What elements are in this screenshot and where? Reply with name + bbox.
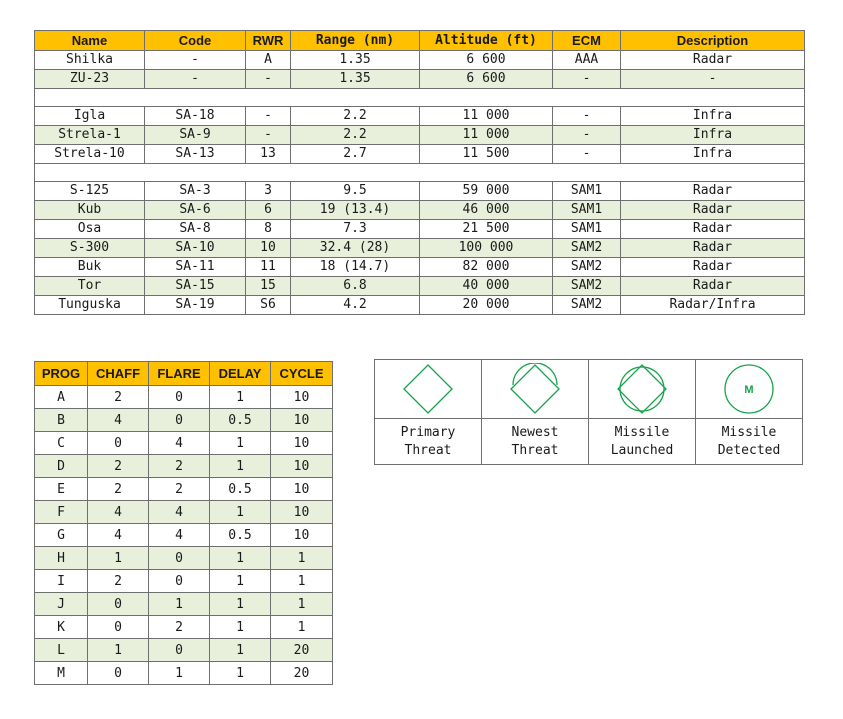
cell-code: SA-13 bbox=[145, 145, 246, 164]
table-row bbox=[35, 616, 333, 639]
cell-code: SA-10 bbox=[145, 239, 246, 258]
program-header-row bbox=[35, 362, 333, 386]
cell-rwr: 15 bbox=[246, 277, 291, 296]
cell-rwr: 13 bbox=[246, 145, 291, 164]
table-row bbox=[35, 593, 333, 616]
cell-prog: B bbox=[35, 409, 88, 432]
cell-range: 32.4 (28) bbox=[291, 239, 420, 258]
cell-description: Infra bbox=[621, 145, 805, 164]
cell-description: Radar bbox=[621, 239, 805, 258]
cell-cycle: 10 bbox=[271, 501, 333, 524]
cell-ecm: SAM2 bbox=[553, 277, 621, 296]
legend-label-line2: Launched bbox=[610, 442, 674, 458]
m-letter: M bbox=[744, 384, 754, 396]
header-cycle: CYCLE bbox=[271, 362, 333, 386]
cell-range: 9.5 bbox=[291, 182, 420, 201]
cell-code: SA-6 bbox=[145, 201, 246, 220]
table-row bbox=[35, 51, 805, 70]
cell-description: Infra bbox=[621, 126, 805, 145]
legend-label-line1: Missile bbox=[721, 424, 777, 440]
cell-delay: 1 bbox=[210, 639, 271, 662]
cell-name: Kub bbox=[35, 201, 145, 220]
cell-altitude: 11 000 bbox=[420, 126, 553, 145]
cell-prog: C bbox=[35, 432, 88, 455]
cell-chaff: 4 bbox=[88, 524, 149, 547]
cell-name: S-125 bbox=[35, 182, 145, 201]
cell-flare: 0 bbox=[149, 570, 210, 593]
threat-symbol-legend bbox=[374, 359, 803, 465]
cell-flare: 4 bbox=[149, 432, 210, 455]
table-row bbox=[35, 220, 805, 239]
group-separator bbox=[35, 164, 805, 182]
table-row bbox=[35, 455, 333, 478]
cell-chaff: 0 bbox=[88, 662, 149, 685]
cell-flare: 4 bbox=[149, 501, 210, 524]
table-row bbox=[35, 432, 333, 455]
cell-altitude: 46 000 bbox=[420, 201, 553, 220]
cell-prog: K bbox=[35, 616, 88, 639]
table-row bbox=[35, 258, 805, 277]
legend-missile-launched bbox=[589, 360, 696, 464]
table-row bbox=[35, 501, 333, 524]
cell-name: Osa bbox=[35, 220, 145, 239]
cell-chaff: 0 bbox=[88, 432, 149, 455]
cell-ecm: - bbox=[553, 107, 621, 126]
cell-ecm: - bbox=[553, 145, 621, 164]
cell-cycle: 10 bbox=[271, 478, 333, 501]
cell-range: 2.2 bbox=[291, 107, 420, 126]
cell-range: 2.2 bbox=[291, 126, 420, 145]
table-row bbox=[35, 201, 805, 220]
cell-ecm: SAM2 bbox=[553, 296, 621, 315]
legend-label-line2: Threat bbox=[404, 442, 452, 458]
cell-name: Tunguska bbox=[35, 296, 145, 315]
cell-prog: D bbox=[35, 455, 88, 478]
cell-altitude: 21 500 bbox=[420, 220, 553, 239]
cell-chaff: 1 bbox=[88, 639, 149, 662]
table-row bbox=[35, 296, 805, 315]
cell-delay: 1 bbox=[210, 386, 271, 409]
header-delay: DELAY bbox=[210, 362, 271, 386]
header-altitude: Altitude (ft) bbox=[420, 31, 553, 51]
cell-delay: 1 bbox=[210, 662, 271, 685]
cell-flare: 4 bbox=[149, 524, 210, 547]
cell-cycle: 10 bbox=[271, 524, 333, 547]
cell-flare: 0 bbox=[149, 409, 210, 432]
threat-header-row bbox=[35, 31, 805, 51]
cell-delay: 1 bbox=[210, 455, 271, 478]
cell-prog: G bbox=[35, 524, 88, 547]
cell-range: 6.8 bbox=[291, 277, 420, 296]
cell-range: 1.35 bbox=[291, 70, 420, 89]
header-prog: PROG bbox=[35, 362, 88, 386]
cell-cycle: 1 bbox=[271, 547, 333, 570]
cell-cycle: 20 bbox=[271, 639, 333, 662]
cell-flare: 1 bbox=[149, 662, 210, 685]
cell-prog: F bbox=[35, 501, 88, 524]
cell-name: Shilka bbox=[35, 51, 145, 70]
threat-table bbox=[34, 30, 805, 315]
cell-range: 18 (14.7) bbox=[291, 258, 420, 277]
cell-description: Infra bbox=[621, 107, 805, 126]
cell-rwr: A bbox=[246, 51, 291, 70]
table-row bbox=[35, 145, 805, 164]
m-circle-icon bbox=[723, 363, 775, 415]
legend-missile-detected bbox=[696, 360, 802, 464]
cell-altitude: 11 500 bbox=[420, 145, 553, 164]
table-row bbox=[35, 70, 805, 89]
cell-prog: H bbox=[35, 547, 88, 570]
cell-code: SA-9 bbox=[145, 126, 246, 145]
cell-code: SA-11 bbox=[145, 258, 246, 277]
cell-rwr: 8 bbox=[246, 220, 291, 239]
header-flare: FLARE bbox=[149, 362, 210, 386]
cell-delay: 0.5 bbox=[210, 409, 271, 432]
cell-ecm: SAM2 bbox=[553, 239, 621, 258]
table-row bbox=[35, 662, 333, 685]
header-chaff: CHAFF bbox=[88, 362, 149, 386]
cell-description: Radar/Infra bbox=[621, 296, 805, 315]
cell-cycle: 1 bbox=[271, 616, 333, 639]
diamond-in-circle-icon bbox=[509, 363, 561, 415]
group-separator-row bbox=[35, 89, 805, 107]
header-range: Range (nm) bbox=[291, 31, 420, 51]
group-separator bbox=[35, 89, 805, 107]
cell-delay: 0.5 bbox=[210, 524, 271, 547]
cell-code: - bbox=[145, 70, 246, 89]
cell-code: SA-18 bbox=[145, 107, 246, 126]
cell-prog: M bbox=[35, 662, 88, 685]
cell-name: ZU-23 bbox=[35, 70, 145, 89]
cell-description: Radar bbox=[621, 51, 805, 70]
cell-delay: 1 bbox=[210, 570, 271, 593]
cell-prog: E bbox=[35, 478, 88, 501]
legend-label-line1: Newest bbox=[511, 424, 559, 440]
cell-prog: J bbox=[35, 593, 88, 616]
cell-prog: I bbox=[35, 570, 88, 593]
cell-rwr: 6 bbox=[246, 201, 291, 220]
cell-cycle: 1 bbox=[271, 593, 333, 616]
header-description: Description bbox=[621, 31, 805, 51]
cell-flare: 2 bbox=[149, 455, 210, 478]
header-ecm: ECM bbox=[553, 31, 621, 51]
cell-chaff: 2 bbox=[88, 570, 149, 593]
group-separator-row bbox=[35, 164, 805, 182]
cell-cycle: 1 bbox=[271, 570, 333, 593]
cell-code: SA-15 bbox=[145, 277, 246, 296]
table-row bbox=[35, 409, 333, 432]
cell-chaff: 0 bbox=[88, 593, 149, 616]
cell-ecm: - bbox=[553, 70, 621, 89]
cell-code: SA-8 bbox=[145, 220, 246, 239]
cell-code: SA-3 bbox=[145, 182, 246, 201]
table-row bbox=[35, 386, 333, 409]
cell-name: Strela-1 bbox=[35, 126, 145, 145]
cell-rwr: 3 bbox=[246, 182, 291, 201]
cell-description: Radar bbox=[621, 258, 805, 277]
cell-code: SA-19 bbox=[145, 296, 246, 315]
cell-delay: 1 bbox=[210, 616, 271, 639]
cell-ecm: AAA bbox=[553, 51, 621, 70]
cell-cycle: 20 bbox=[271, 662, 333, 685]
cell-ecm: - bbox=[553, 126, 621, 145]
cell-delay: 0.5 bbox=[210, 478, 271, 501]
cell-name: Strela-10 bbox=[35, 145, 145, 164]
cell-prog: L bbox=[35, 639, 88, 662]
cell-chaff: 2 bbox=[88, 386, 149, 409]
cell-flare: 2 bbox=[149, 478, 210, 501]
header-code: Code bbox=[145, 31, 246, 51]
cell-rwr: - bbox=[246, 70, 291, 89]
cell-code: - bbox=[145, 51, 246, 70]
cell-chaff: 2 bbox=[88, 478, 149, 501]
table-row bbox=[35, 478, 333, 501]
cell-rwr: - bbox=[246, 126, 291, 145]
cell-range: 2.7 bbox=[291, 145, 420, 164]
cell-flare: 0 bbox=[149, 639, 210, 662]
cell-flare: 0 bbox=[149, 547, 210, 570]
table-row bbox=[35, 570, 333, 593]
cell-rwr: 10 bbox=[246, 239, 291, 258]
cell-ecm: SAM1 bbox=[553, 182, 621, 201]
cell-altitude: 40 000 bbox=[420, 277, 553, 296]
cell-description: - bbox=[621, 70, 805, 89]
table-row bbox=[35, 107, 805, 126]
cell-description: Radar bbox=[621, 201, 805, 220]
table-row bbox=[35, 126, 805, 145]
cell-delay: 1 bbox=[210, 593, 271, 616]
cell-range: 1.35 bbox=[291, 51, 420, 70]
legend-primary-threat bbox=[375, 360, 482, 464]
legend-label-line1: Missile bbox=[614, 424, 670, 440]
table-row bbox=[35, 239, 805, 258]
diamond-icon bbox=[402, 363, 454, 415]
cell-delay: 1 bbox=[210, 432, 271, 455]
cell-altitude: 6 600 bbox=[420, 70, 553, 89]
header-name: Name bbox=[35, 31, 145, 51]
legend-label-line1: Primary bbox=[400, 424, 456, 440]
table-row bbox=[35, 524, 333, 547]
circle-diamond-icon bbox=[616, 363, 668, 415]
cell-prog: A bbox=[35, 386, 88, 409]
cell-altitude: 82 000 bbox=[420, 258, 553, 277]
cell-cycle: 10 bbox=[271, 386, 333, 409]
cell-cycle: 10 bbox=[271, 455, 333, 478]
cell-altitude: 6 600 bbox=[420, 51, 553, 70]
cell-ecm: SAM1 bbox=[553, 201, 621, 220]
cell-flare: 0 bbox=[149, 386, 210, 409]
cell-altitude: 20 000 bbox=[420, 296, 553, 315]
table-row bbox=[35, 182, 805, 201]
cell-altitude: 100 000 bbox=[420, 239, 553, 258]
cell-cycle: 10 bbox=[271, 432, 333, 455]
cell-name: Tor bbox=[35, 277, 145, 296]
legend-label-line2: Detected bbox=[717, 442, 781, 458]
header-rwr: RWR bbox=[246, 31, 291, 51]
table-row bbox=[35, 639, 333, 662]
cell-rwr: S6 bbox=[246, 296, 291, 315]
cell-name: S-300 bbox=[35, 239, 145, 258]
cell-altitude: 59 000 bbox=[420, 182, 553, 201]
cell-flare: 2 bbox=[149, 616, 210, 639]
cell-range: 19 (13.4) bbox=[291, 201, 420, 220]
cell-chaff: 2 bbox=[88, 455, 149, 478]
program-table bbox=[34, 361, 333, 685]
cell-range: 7.3 bbox=[291, 220, 420, 239]
cell-delay: 1 bbox=[210, 501, 271, 524]
cell-flare: 1 bbox=[149, 593, 210, 616]
cell-description: Radar bbox=[621, 277, 805, 296]
cell-altitude: 11 000 bbox=[420, 107, 553, 126]
table-row bbox=[35, 547, 333, 570]
table-row bbox=[35, 277, 805, 296]
legend-newest-threat bbox=[482, 360, 589, 464]
cell-delay: 1 bbox=[210, 547, 271, 570]
cell-range: 4.2 bbox=[291, 296, 420, 315]
cell-name: Igla bbox=[35, 107, 145, 126]
cell-description: Radar bbox=[621, 220, 805, 239]
cell-chaff: 4 bbox=[88, 501, 149, 524]
cell-chaff: 0 bbox=[88, 616, 149, 639]
cell-description: Radar bbox=[621, 182, 805, 201]
cell-chaff: 1 bbox=[88, 547, 149, 570]
legend-label-line2: Threat bbox=[511, 442, 559, 458]
cell-ecm: SAM2 bbox=[553, 258, 621, 277]
cell-ecm: SAM1 bbox=[553, 220, 621, 239]
cell-rwr: 11 bbox=[246, 258, 291, 277]
cell-cycle: 10 bbox=[271, 409, 333, 432]
cell-chaff: 4 bbox=[88, 409, 149, 432]
cell-rwr: - bbox=[246, 107, 291, 126]
cell-name: Buk bbox=[35, 258, 145, 277]
